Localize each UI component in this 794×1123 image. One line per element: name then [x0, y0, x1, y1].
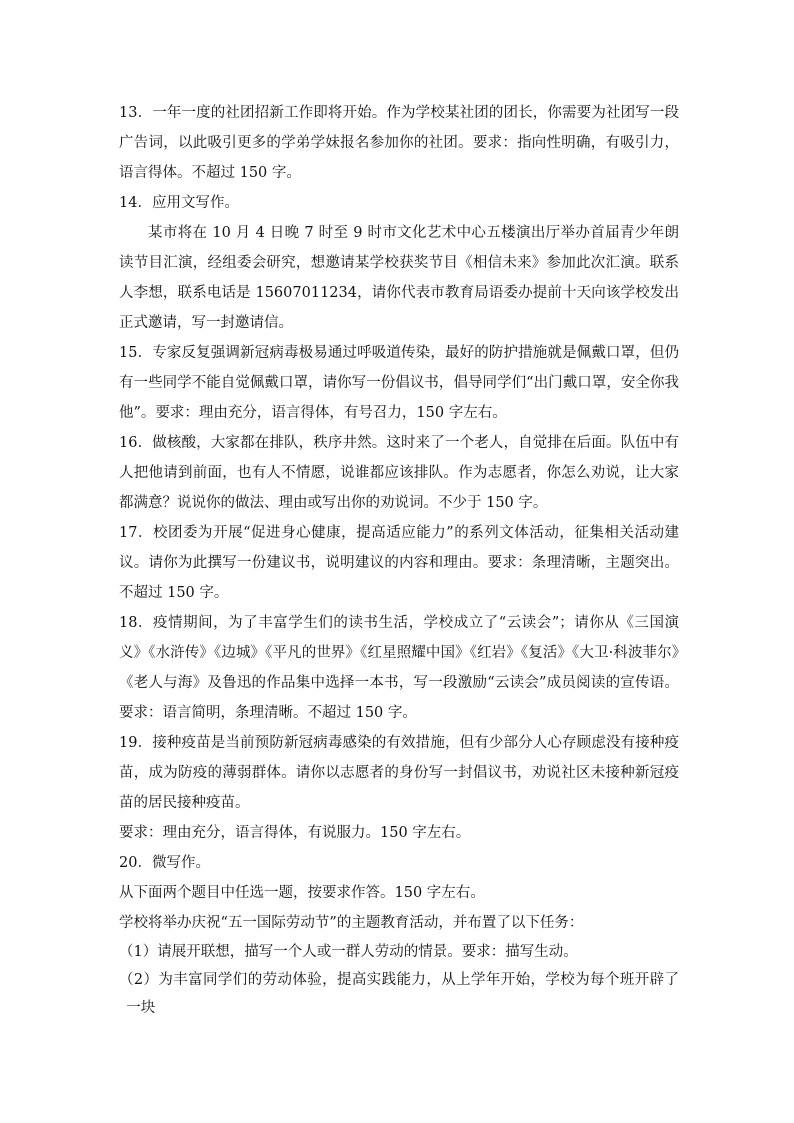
question-19: 19．接种疫苗是当前预防新冠病毒感染的有效措施，但有少部分人心存顾虑没有接种疫苗，成为防疫的薄弱群体。请你以志愿者的身份写一封倡议书，劝说社区未接种新冠疫苗的居民接种疫苗。	[119, 735, 679, 811]
question-19-requirement: 要求：理由充分，语言得体，有说服力。150 字左右。	[119, 825, 471, 841]
document-page	[119, 98, 679, 1022]
question-20-title: 20．微写作。	[119, 855, 210, 871]
question-18: 18．疫情期间，为了丰富学生们的读书生活，学校成立了“云读会”；请你从《三国演义》《水浒传》《边城》《平凡的世界》《红星照耀中国》《红岩》《复活》《大卫·科波菲尔》《老人与海》及鲁迅的作品集中选择一本书，写一段激励“云读会”成员阅读的宣传语。要求：语言简明，条理清晰。不超过 150 字。	[119, 615, 679, 721]
question-13: 13．一年一度的社团招新工作即将开始。作为学校某社团的团长，你需要为社团写一段广告词，以此吸引更多的学弟学妹报名参加你的社团。要求：指向性明确，有吸引力，语言得体。不超过 150 字。	[119, 105, 679, 181]
question-20-instruction: 从下面两个题目中任选一题，按要求作答。150 字左右。	[119, 885, 485, 901]
question-20-item-1: （1）请展开联想，描写一个人或一群人劳动的情景。要求：描写生动。	[119, 944, 578, 960]
question-20-context: 学校将举办庆祝“五一国际劳动节”的主题教育活动，并布置了以下任务：	[119, 915, 584, 931]
question-20-item-2: （2）为丰富同学们的劳动体验，提高实践能力，从上学年开始，学校为每个班开辟了一块	[119, 972, 679, 1016]
question-15: 15．专家反复强调新冠病毒极易通过呼吸道传染，最好的防护措施就是佩戴口罩，但仍有一些同学不能自觉佩戴口罩，请你写一份倡议书，倡导同学们“出门戴口罩，安全你我他”。要求：理由充分，语言得体，有号召力，150 字左右。	[119, 345, 679, 421]
question-14-title: 14．应用文写作。	[119, 195, 239, 211]
question-14-body: 某市将在 10 月 4 日晚 7 时至 9 时市文化艺术中心五楼演出厅举办首届青少年朗读节目汇演，经组委会研究，想邀请某学校获奖节目《相信未来》参加此次汇演。联系人李想，联系电话是 15607011234，请你代表市教育局语委办提前十天向该学校发出正式邀请，写一封邀请信。	[119, 225, 679, 331]
question-17: 17．校团委为开展“促进身心健康，提高适应能力”的系列文体活动，征集相关活动建议。请你为此撰写一份建议书，说明建议的内容和理由。要求：条理清晰，主题突出。不超过 150 字。	[119, 525, 679, 601]
question-16: 16．做核酸，大家都在排队，秩序井然。这时来了一个老人，自觉排在后面。队伍中有人把他请到前面，也有人不情愿，说谁都应该排队。作为志愿者，你怎么劝说，让大家都满意？说说你的做法、理由或写出你的劝说词。不少于 150 字。	[119, 435, 679, 511]
